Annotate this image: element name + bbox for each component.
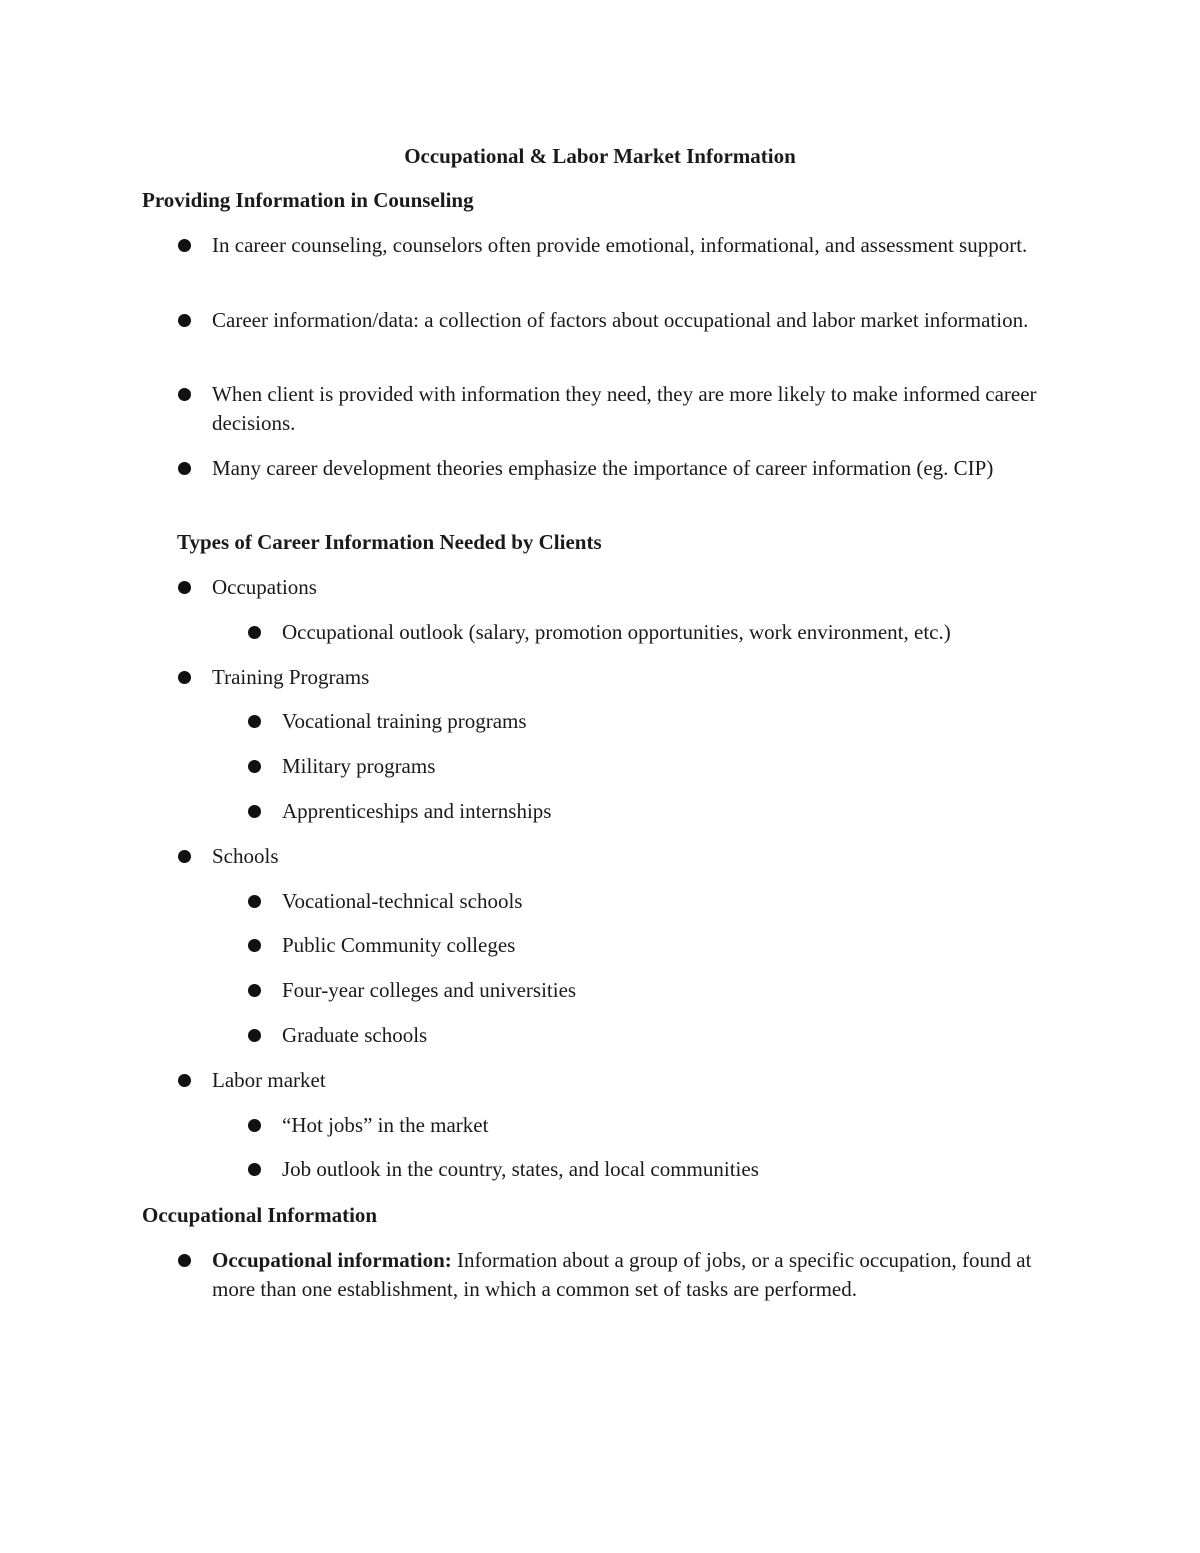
bullet-icon (248, 805, 261, 818)
bullet-icon (178, 462, 191, 475)
sub-list-item (248, 931, 1058, 960)
section-heading-occupational-information: Occupational Information (142, 1203, 378, 1227)
list-item (178, 454, 1058, 483)
sub-list-item (248, 797, 1058, 826)
definition-body: Information about a group of jobs, or a specific occupation, found at more than one establishment, in which a common set of tasks are performed. (212, 1248, 1032, 1301)
list-item (178, 231, 1058, 260)
sub-list-item-text: Vocational-technical schools (282, 889, 523, 913)
list-item-labor-market (178, 1066, 1058, 1095)
sub-list-item-text: “Hot jobs” in the market (282, 1113, 489, 1137)
sub-list-item (248, 1111, 1058, 1140)
list-item-text: In career counseling, counselors often provide emotional, informational, and assessment support. (212, 233, 1028, 257)
list-item-text: Occupations (212, 575, 317, 599)
sub-list-item-text: Four-year colleges and universities (282, 978, 577, 1002)
bullet-icon (248, 939, 261, 952)
bullet-icon (248, 626, 261, 639)
sub-list-item-text: Graduate schools (282, 1023, 428, 1047)
bullet-icon (178, 850, 191, 863)
sub-list-item (248, 707, 1058, 736)
sub-list-item (248, 1021, 1058, 1050)
sub-list-item (248, 887, 1058, 916)
list-item-text: Labor market (212, 1068, 326, 1092)
sub-list-item-text: Vocational training programs (282, 709, 527, 733)
bullet-icon (248, 1119, 261, 1132)
list-item-occupations (178, 573, 1058, 602)
sub-list-item (248, 618, 1058, 647)
list-item-training-programs (178, 663, 1058, 692)
sub-list-item (248, 752, 1058, 781)
bullet-icon (248, 895, 261, 908)
bullet-icon (178, 671, 191, 684)
bullet-icon (248, 760, 261, 773)
sub-list-item-text: Occupational outlook (salary, promotion opportunities, work environment, etc.) (282, 620, 951, 644)
list-item-text: Schools (212, 844, 279, 868)
bullet-icon (248, 1163, 261, 1176)
bullet-icon (178, 314, 191, 327)
sub-list-item-text: Job outlook in the country, states, and local communities (282, 1157, 759, 1181)
bullet-icon (178, 581, 191, 594)
list-item-schools (178, 842, 1058, 871)
list-item-text: Career information/data: a collection of factors about occupational and labor market information. (212, 308, 1029, 332)
section-heading-types-of-career-information: Types of Career Information Needed by Clients (177, 530, 602, 554)
sub-list-item-text: Public Community colleges (282, 933, 516, 957)
sub-list-item (248, 976, 1058, 1005)
sub-list-item-text: Apprenticeships and internships (282, 799, 552, 823)
bullet-icon (248, 715, 261, 728)
definition-text (212, 1246, 1058, 1304)
list-item (178, 380, 1058, 438)
bullet-icon (178, 239, 191, 252)
sub-list-item-text: Military programs (282, 754, 436, 778)
list-item (178, 306, 1058, 335)
bullet-icon (178, 1254, 191, 1267)
bullet-icon (178, 1074, 191, 1087)
document-title: Occupational & Labor Market Information (404, 144, 796, 168)
bullet-icon (178, 388, 191, 401)
bullet-icon (248, 984, 261, 997)
sub-list-item (248, 1155, 1058, 1184)
list-item-text: Training Programs (212, 665, 370, 689)
list-item-text: When client is provided with information they need, they are more likely to make informed career decisions. (212, 382, 1037, 435)
list-item-definition (178, 1246, 1058, 1304)
definition-term: Occupational information: (212, 1248, 452, 1272)
bullet-icon (248, 1029, 261, 1042)
section-heading-providing-information: Providing Information in Counseling (142, 188, 474, 212)
list-item-text: Many career development theories emphasize the importance of career information (eg. CIP) (212, 456, 994, 480)
